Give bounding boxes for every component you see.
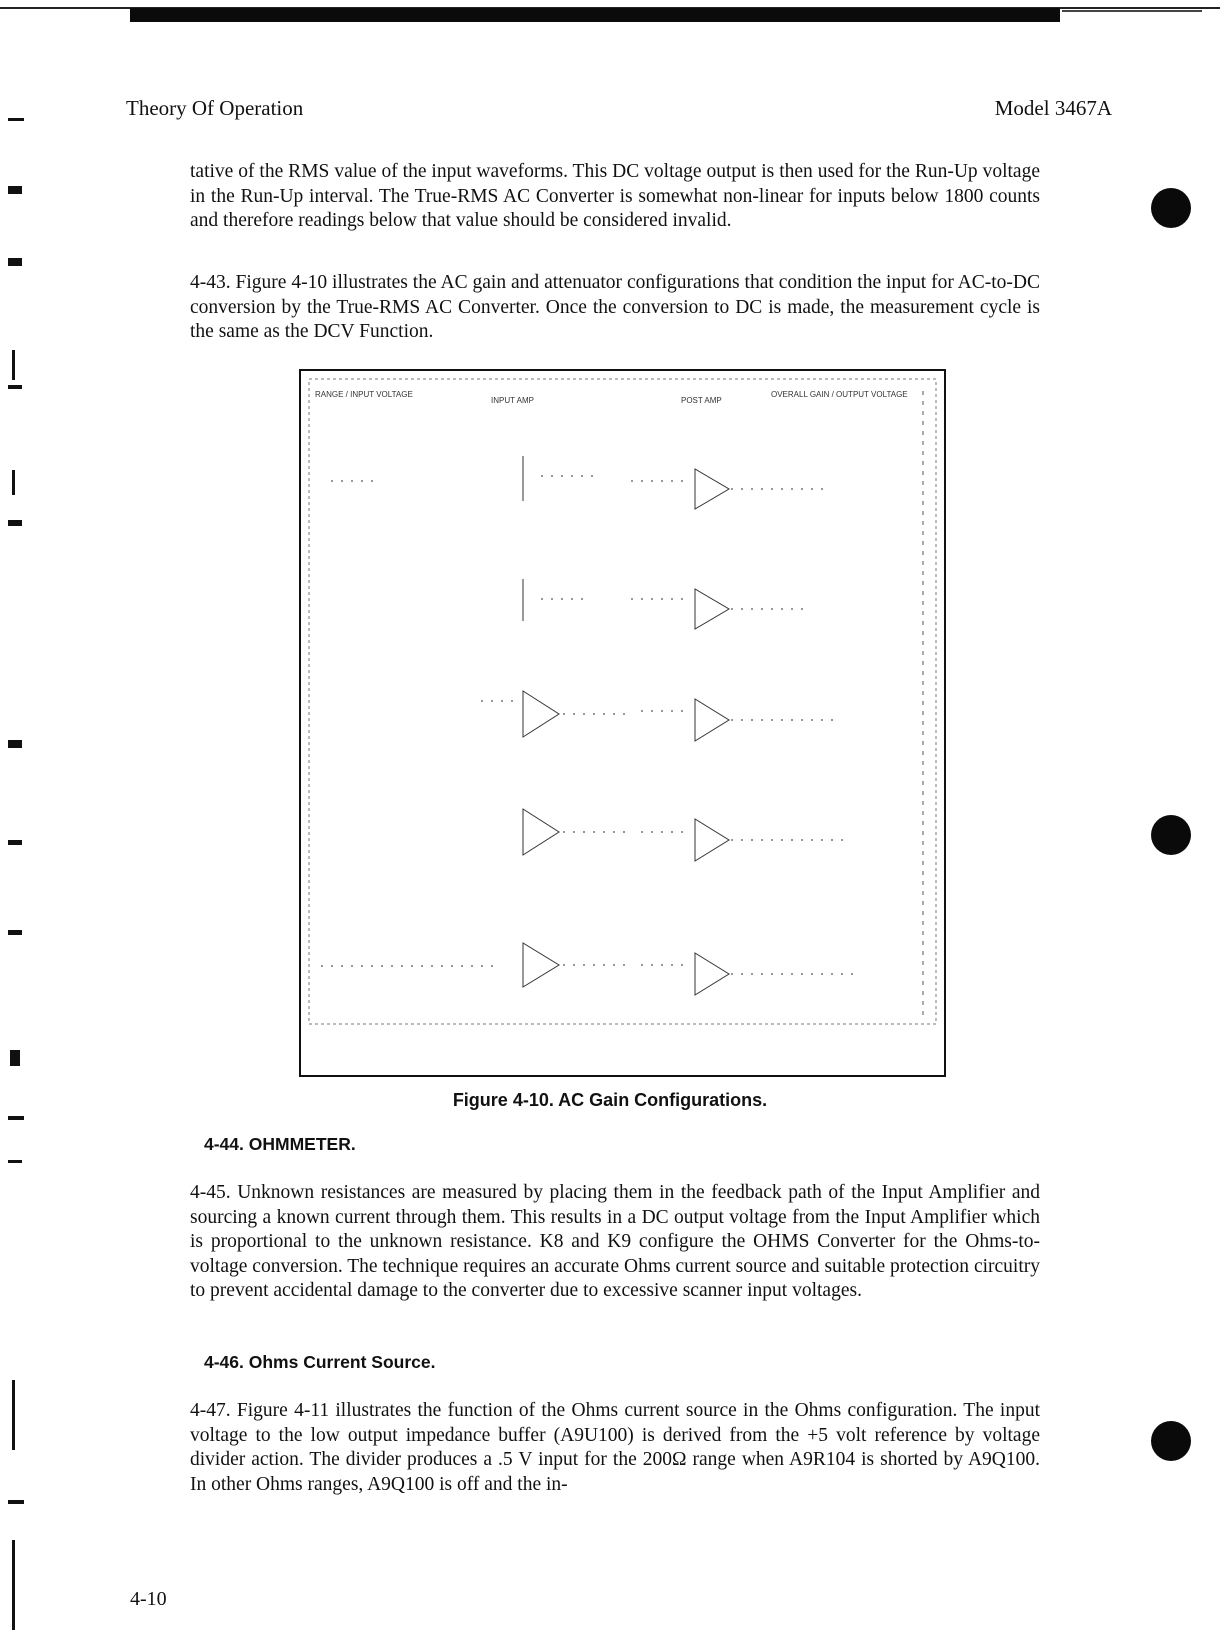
paragraph-4-43: 4-43. Figure 4-10 illustrates the AC gain and attenuator configurations that condition the input for AC-to-DC conversion by the True-RMS AC Converter. Once the conversion to DC is made, the measurement cycle is the same as the DCV Function. bbox=[190, 272, 1040, 342]
figure-column-post-amp: POST AMP bbox=[681, 396, 722, 405]
row2-signal-path bbox=[541, 599, 811, 609]
row5-post-amp-symbol bbox=[695, 953, 729, 995]
binder-hole-bottom bbox=[1151, 1421, 1191, 1461]
scan-artifact-bar bbox=[130, 8, 1060, 22]
stage-row-5 bbox=[321, 943, 856, 995]
paragraph-4-47: 4-47. Figure 4-11 illustrates the function of the Ohms current source in the Ohms configuration. The input voltage to the low output impedance buffer (A9U100) is derived from the +5 volt reference by voltage divider action. The divider produces a .5 V input for the 200Ω range when A9R104 is shorted by A9Q100. In other Ohms ranges, A9Q100 is off and the in- bbox=[190, 1400, 1040, 1495]
row3-signal-path bbox=[481, 701, 841, 720]
figure-caption: Figure 4-10. AC Gain Configurations. bbox=[452, 1090, 768, 1110]
binder-hole-top bbox=[1151, 188, 1191, 228]
row4-input-amp-symbol bbox=[523, 809, 559, 855]
row1-signal-path bbox=[331, 476, 831, 489]
row5-signal-path bbox=[321, 965, 856, 974]
row5-input-amp-symbol bbox=[523, 943, 559, 987]
binder-hole-middle bbox=[1151, 815, 1191, 855]
row3-input-amp-symbol bbox=[523, 691, 559, 737]
paragraph-4-45: 4-45. Unknown resistances are measured by placing them in the feedback path of the Input Amplifier and sourcing a known current through them. This results in a DC output voltage from the Input Amplifier which is proportional to the unknown resistance. K8 and K9 configure the OHMS Converter for the Ohms-to-voltage conversion. The technique requires an accurate Ohms current source and suitable protection circuitry to prevent accidental damage to the converter due to excessive scanner input voltages. bbox=[190, 1182, 1040, 1301]
section-heading-ohmmeter: 4-44. OHMMETER. bbox=[204, 1134, 356, 1154]
scan-artifact-line-right bbox=[1062, 10, 1202, 12]
figure-schematic bbox=[301, 371, 944, 1075]
running-header-left: Theory Of Operation bbox=[126, 96, 304, 120]
stage-row-3 bbox=[481, 691, 841, 741]
section-heading-ohms-current-source: 4-46. Ohms Current Source. bbox=[204, 1352, 436, 1372]
figure-column-range: RANGE / INPUT VOLTAGE bbox=[315, 390, 413, 399]
row2-post-amp-symbol bbox=[695, 589, 729, 629]
figure-ac-gain-configurations bbox=[299, 369, 946, 1077]
row3-post-amp-symbol bbox=[695, 699, 729, 741]
stage-row-2 bbox=[523, 579, 811, 629]
row4-signal-path bbox=[563, 832, 846, 840]
figure-column-overall: OVERALL GAIN / OUTPUT VOLTAGE bbox=[771, 390, 908, 399]
stage-row-1 bbox=[331, 456, 831, 509]
figure-inner-border bbox=[309, 379, 936, 1024]
row4-post-amp-symbol bbox=[695, 819, 729, 861]
running-header-right: Model 3467A bbox=[994, 96, 1112, 120]
row1-post-amp-symbol bbox=[695, 469, 729, 509]
figure-column-input-amp: INPUT AMP bbox=[491, 396, 534, 405]
stage-row-4 bbox=[523, 809, 846, 861]
paragraph-rms-output: tative of the RMS value of the input waveforms. This DC voltage output is then used for the Run-Up voltage in the Run-Up interval. The True-RMS AC Converter is somewhat non-linear for inputs below 1800 counts and therefore readings below that value should be considered invalid. bbox=[190, 161, 1040, 231]
page-number: 4-10 bbox=[130, 1588, 167, 1610]
